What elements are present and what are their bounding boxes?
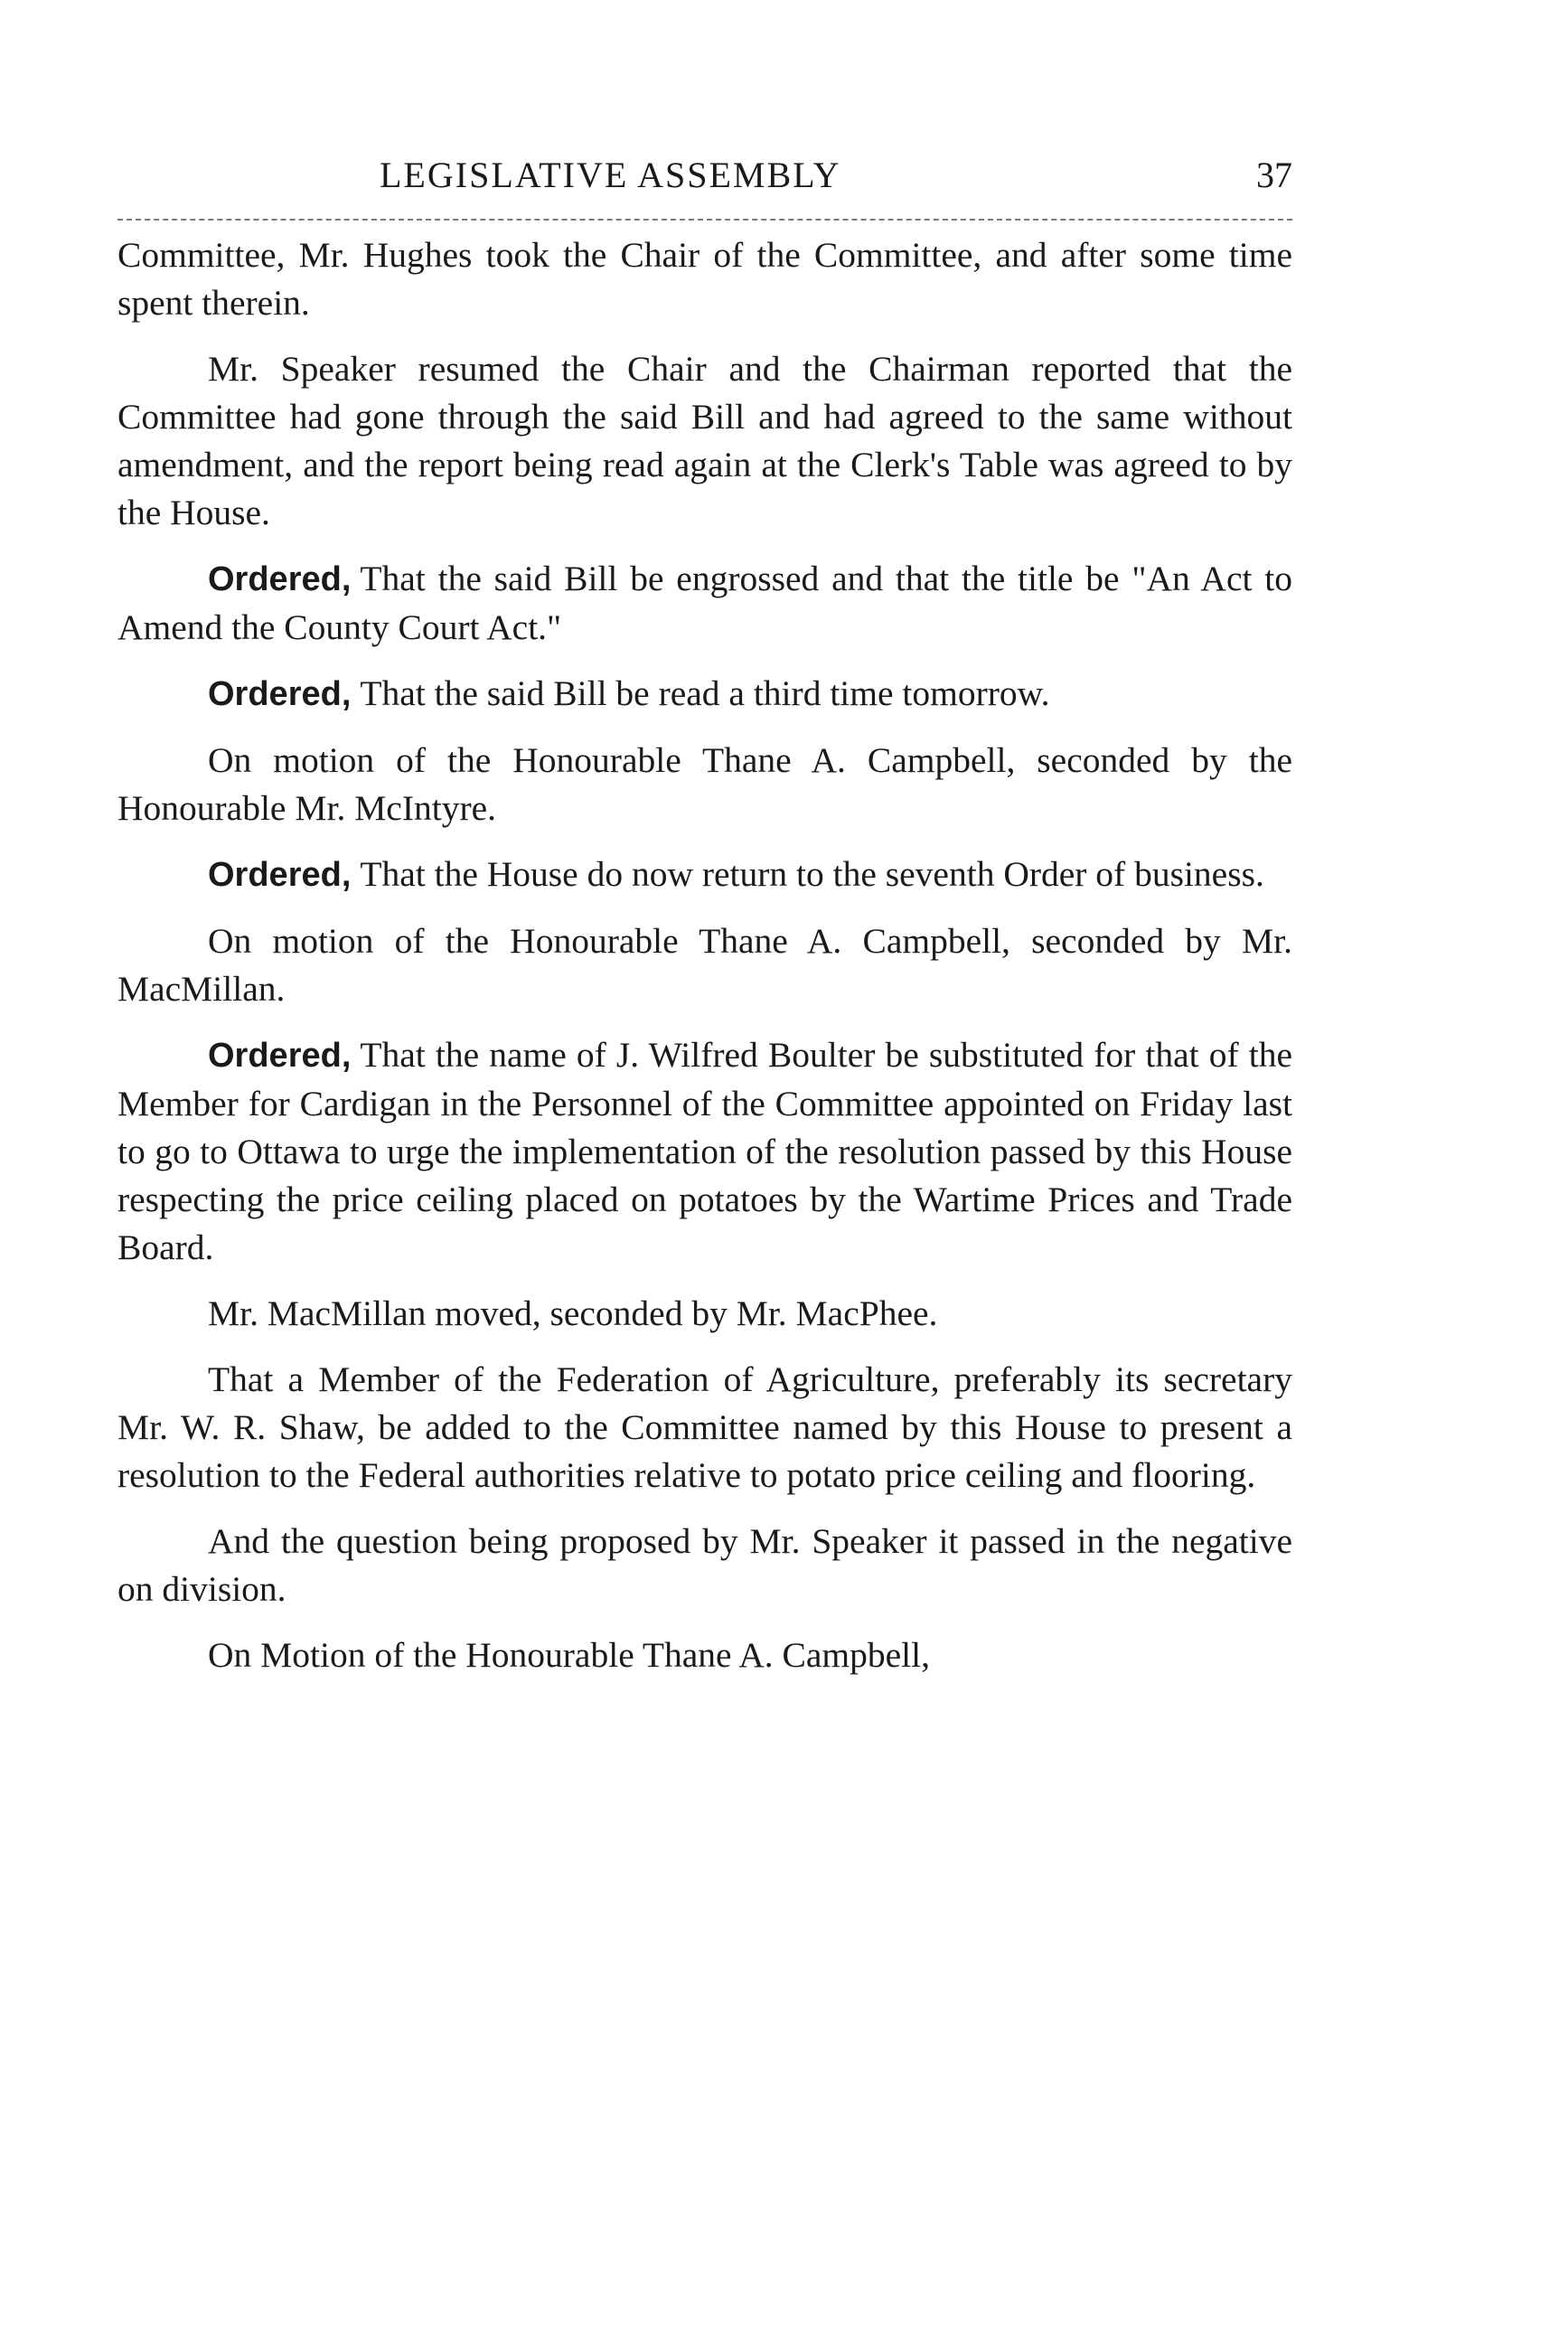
paragraph-lead: Ordered, [208, 856, 352, 894]
paragraph [117, 1031, 1292, 1272]
paragraph [117, 851, 1292, 899]
running-title: LEGISLATIVE ASSEMBLY [380, 155, 841, 195]
paragraph-text: On motion of the Honourable Thane A. Campbell, seconded by Mr. MacMillan. [117, 921, 1292, 1009]
paragraph [117, 917, 1292, 1013]
paragraph-text: Mr. Speaker resumed the Chair and the Chairman reported that the Committee had gone through the said Bill and had agreed to the same without amendment, and the report being read again at the Clerk's Table was agreed to by the House. [117, 349, 1292, 532]
paragraph-text: That a Member of the Federation of Agriculture, preferably its secretary Mr. W. R. Shaw, be added to the Committee named by this House to present a resolution to the Federal authorities relative to potato price ceiling and flooring. [117, 1359, 1292, 1495]
paragraph-text: That the said Bill be read a third time tomorrow. [360, 673, 1050, 713]
body-text [117, 231, 1292, 1679]
running-head [117, 154, 1292, 208]
paragraph [117, 1518, 1292, 1613]
paragraph [117, 737, 1292, 832]
paragraph [117, 1631, 1292, 1679]
paragraph-text: That the said Bill be engrossed and that the title be "An Act to Amend the County Court Act." [117, 559, 1292, 647]
paragraph-text: Committee, Mr. Hughes took the Chair of the Committee, and after some time spent therein. [117, 235, 1292, 323]
paragraph-text: On motion of the Honourable Thane A. Campbell, seconded by the Honourable Mr. McIntyre. [117, 740, 1292, 828]
paragraph-lead: Ordered, [208, 560, 352, 598]
paragraph [117, 345, 1292, 537]
header-rule [117, 219, 1292, 221]
paragraph [117, 1356, 1292, 1499]
paragraph-text: On Motion of the Honourable Thane A. Campbell, [208, 1635, 931, 1675]
paragraph-text: That the name of J. Wilfred Boulter be substituted for that of the Member for Cardigan in the Personnel of the Committee appointed on Friday last to go to Ottawa to urge the implementation of the resolution passed by this House respecting the price ceiling placed on potatoes by the Wartime Prices and Trade Board. [117, 1035, 1292, 1267]
paragraph-lead: Ordered, [208, 675, 352, 713]
paragraph [117, 555, 1292, 652]
paragraph [117, 231, 1292, 327]
page-number: 37 [1256, 155, 1292, 195]
document-page [117, 154, 1292, 1697]
paragraph [117, 1290, 1292, 1338]
paragraph [117, 670, 1292, 719]
paragraph-text: And the question being proposed by Mr. Speaker it passed in the negative on division. [117, 1521, 1292, 1609]
paragraph-text: Mr. MacMillan moved, seconded by Mr. MacPhee. [208, 1293, 938, 1333]
paragraph-lead: Ordered, [208, 1037, 352, 1075]
paragraph-text: That the House do now return to the seventh Order of business. [360, 854, 1264, 894]
